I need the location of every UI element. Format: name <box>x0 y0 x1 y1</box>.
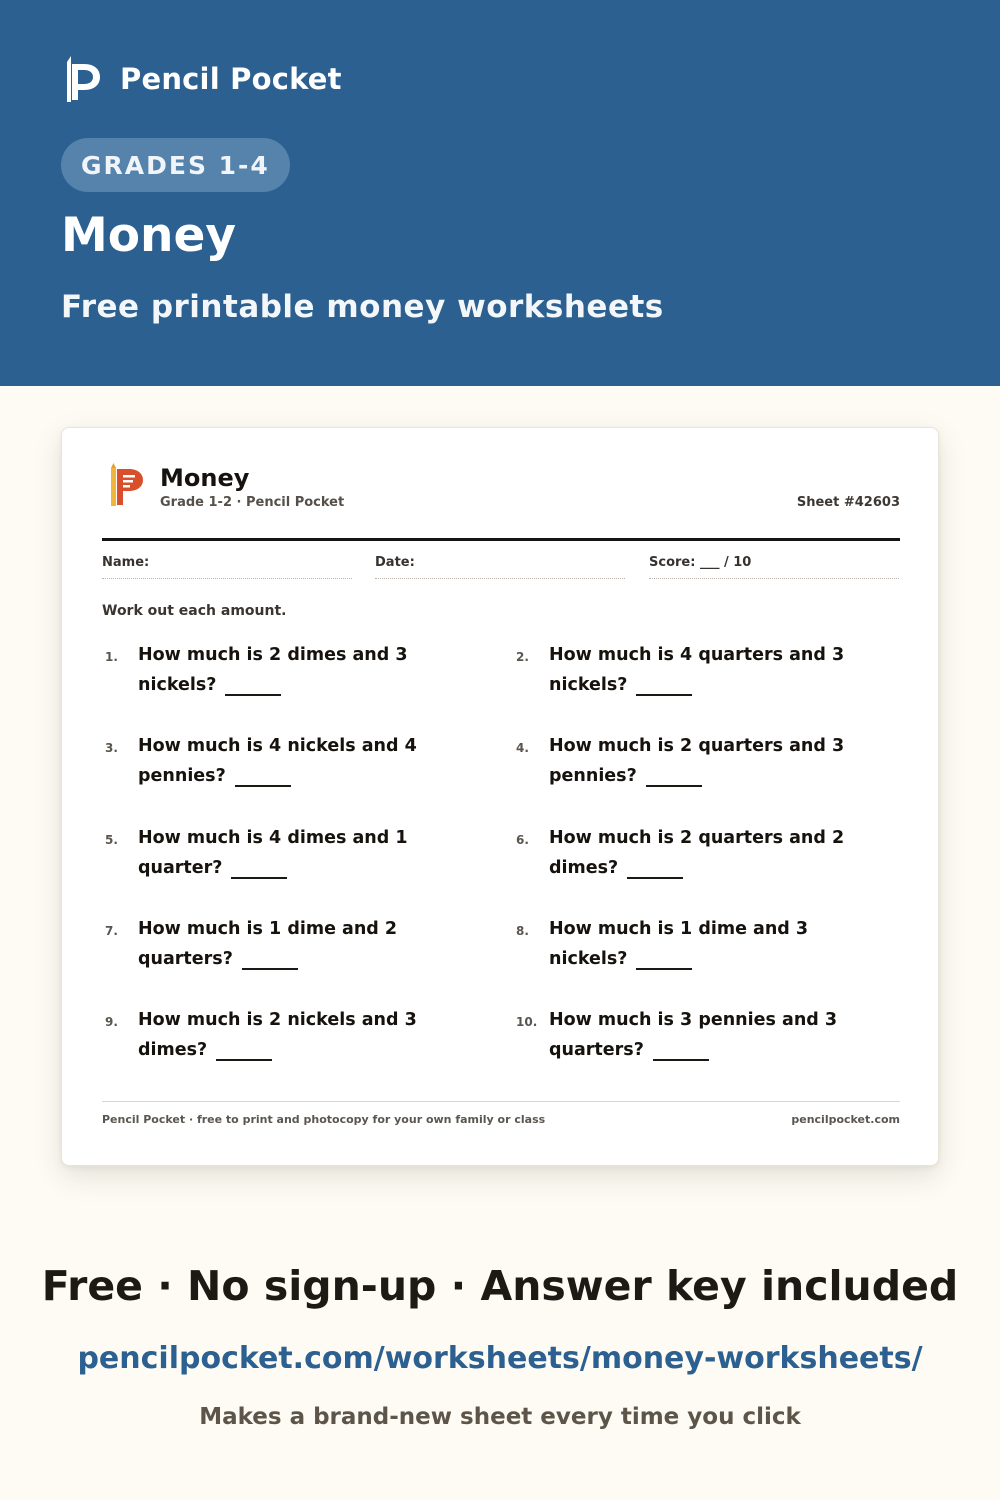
problem-item <box>105 915 465 974</box>
score-field: Score: ___ / 10 <box>649 555 899 579</box>
header-divider <box>102 538 900 541</box>
problem-text: How much is 2 quarters and 2 dimes? <box>549 828 845 878</box>
worksheet-title: Money <box>160 464 250 492</box>
problem-item <box>105 1006 465 1065</box>
problem-item <box>516 915 876 974</box>
answer-blank <box>646 785 702 787</box>
answer-blank <box>216 1059 272 1061</box>
brand-name: Pencil Pocket <box>120 62 342 96</box>
problem-number: 9. <box>105 1015 118 1029</box>
problem-item <box>105 732 465 791</box>
answer-blank <box>231 877 287 879</box>
date-field: Date: <box>375 555 625 579</box>
problem-number: 7. <box>105 924 118 938</box>
brand[interactable] <box>62 56 342 102</box>
answer-blank <box>636 694 692 696</box>
problem-item <box>105 641 465 700</box>
problem-text: How much is 1 dime and 3 nickels? <box>549 919 809 969</box>
problem-number: 10. <box>516 1015 538 1029</box>
answer-blank <box>653 1059 709 1061</box>
promo-headline: Free · No sign-up · Answer key included <box>41 1262 959 1310</box>
name-field: Name: <box>102 555 352 579</box>
problem-text: How much is 2 nickels and 3 dimes? <box>138 1010 417 1060</box>
answer-blank <box>627 877 683 879</box>
footer-divider <box>102 1101 900 1102</box>
problem-text: How much is 4 dimes and 1 quarter? <box>138 828 408 878</box>
problem-item <box>516 1006 876 1065</box>
pencil-pocket-color-logo-icon <box>108 463 144 507</box>
problem-number: 8. <box>516 924 529 938</box>
grade-badge: GRADES 1-4 <box>61 138 290 192</box>
problem-text: How much is 4 nickels and 4 pennies? <box>138 736 417 786</box>
problem-number: 6. <box>516 833 529 847</box>
problem-item <box>516 641 876 700</box>
worksheet-preview[interactable] <box>61 427 939 1166</box>
header-banner <box>0 0 1000 386</box>
problem-text: How much is 4 quarters and 3 nickels? <box>549 645 845 695</box>
problem-item <box>105 824 465 883</box>
problem-number: 4. <box>516 741 529 755</box>
problem-text: How much is 3 pennies and 3 quarters? <box>549 1010 838 1060</box>
problem-text: How much is 2 dimes and 3 nickels? <box>138 645 408 695</box>
page-title: Money <box>61 208 237 263</box>
promo-note: Makes a brand-new sheet every time you click <box>199 1404 801 1430</box>
instructions: Work out each amount. <box>102 603 287 619</box>
answer-blank <box>636 968 692 970</box>
sheet-number: Sheet #42603 <box>796 495 900 510</box>
worksheet-body <box>102 428 900 1165</box>
page-subtitle: Free printable money worksheets <box>61 289 664 325</box>
problem-number: 1. <box>105 650 118 664</box>
worksheet-meta: Grade 1-2 · Pencil Pocket <box>160 495 345 510</box>
worksheet-footer-note: Pencil Pocket · free to print and photocopy for your own family or class <box>102 1113 546 1126</box>
problem-number: 3. <box>105 741 118 755</box>
problem-text: How much is 1 dime and 2 quarters? <box>138 919 398 969</box>
answer-blank <box>225 694 281 696</box>
problem-item <box>516 732 876 791</box>
problem-text: How much is 2 quarters and 3 pennies? <box>549 736 845 786</box>
worksheet-footer-site: pencilpocket.com <box>791 1113 900 1126</box>
pencil-pocket-logo-icon <box>62 56 102 102</box>
answer-blank <box>235 785 291 787</box>
problem-item <box>516 824 876 883</box>
problem-number: 2. <box>516 650 529 664</box>
problem-number: 5. <box>105 833 118 847</box>
worksheet-link[interactable]: pencilpocket.com/worksheets/money-worksheets/ <box>77 1341 923 1376</box>
answer-blank <box>242 968 298 970</box>
